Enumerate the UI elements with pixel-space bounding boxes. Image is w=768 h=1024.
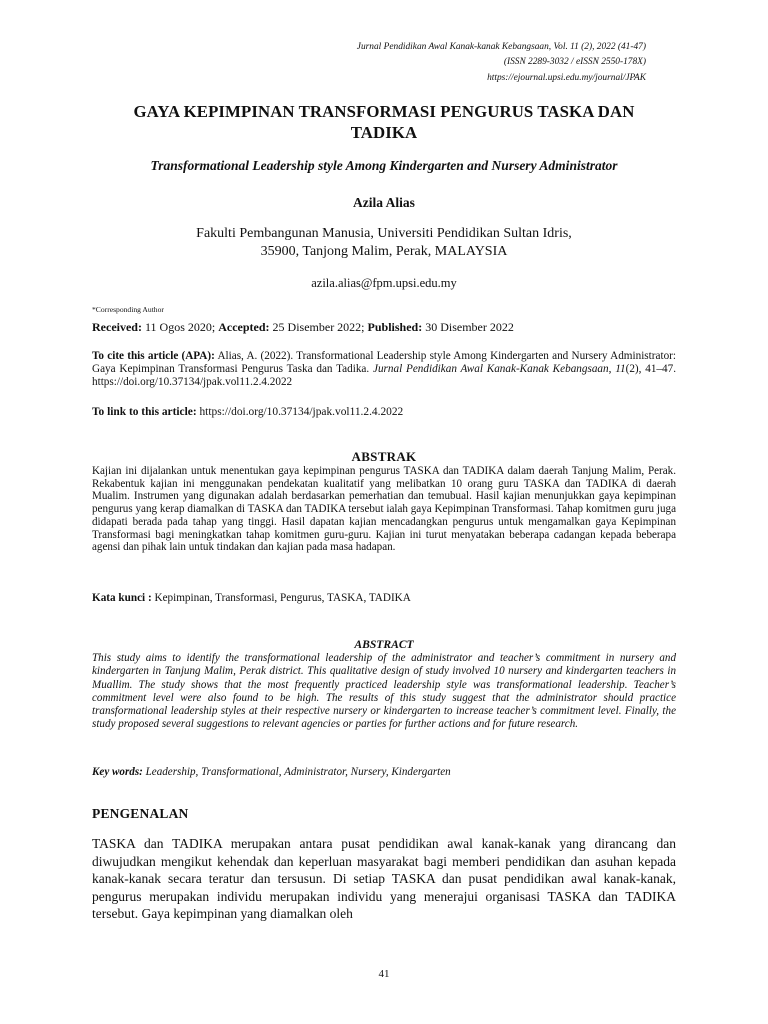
abstrak-heading: ABSTRAK <box>351 449 417 464</box>
author-email: azila.alias@fpm.upsi.edu.my <box>311 276 457 290</box>
author-affiliation <box>92 225 676 261</box>
keywords-text: Leadership, Transformational, Administrator, Nursery, Kindergarten <box>142 766 451 778</box>
accepted-label: Accepted: <box>218 320 270 334</box>
article-dates <box>92 320 676 335</box>
published-label: Published: <box>367 320 423 334</box>
corresponding-author-note: *Corresponding Author <box>92 305 164 314</box>
section-heading-pengenalan: PENGENALAN <box>92 806 189 821</box>
citation-volume: 11 <box>615 363 626 376</box>
page-number: 41 <box>378 968 390 980</box>
journal-url: https://ejournal.upsi.edu.my/journal/JPAK <box>487 72 646 83</box>
kata-kunci-text: Kepimpinan, Transformasi, Pengurus, TASKA, TADIKA <box>151 592 411 604</box>
kata-kunci <box>92 592 676 604</box>
citation-separator: , <box>608 363 616 376</box>
affiliation-line-2: 35900, Tanjong Malim, Perak, MALAYSIA <box>260 244 508 259</box>
article-link-label: To link to this article: <box>92 406 197 418</box>
citation-text: Alias, A. (2022). Transformational Leadership style Among Kindergarten and Nursery Administrator: Gaya Kepimpinan Transformasi Pengurus Taska dan Tadika. <box>92 350 676 376</box>
citation-label: To cite this article (APA): <box>92 350 215 362</box>
received-label: Received: <box>92 320 142 334</box>
citation-pages-doi: (2), 41–47. https://doi.org/10.37134/jpak.vol11.2.4.2022 <box>92 363 677 389</box>
paper-subtitle: Transformational Leadership style Among Kindergarten and Nursery Administrator <box>150 158 618 173</box>
author-name: Azila Alias <box>353 195 415 210</box>
journal-issn: (ISSN 2289-3032 / eISSN 2550-178X) <box>503 57 646 68</box>
accepted-date: 25 Disember 2022; <box>269 320 368 334</box>
abstrak-body: Kajian ini dijalankan untuk menentukan gaya kepimpinan pengurus TASKA dan TADIKA dalam daerah Tanjung Malim, Perak. Rekabentuk kajian ini menggunakan pendekatan kualitatif yang melibatkan 10 orang guru TASKA dan TADIKA di daerah Mualim. Instrumen yang digunakan adalah berdasarkan pemerhatian dan temubual. Hasil kajian menunjukkan gaya kepimpinan pengurus yang kerap diamalkan di TASKA dan TADIKA tersebut ialah gaya Kepimpinan Transformasi. Tahap komitmen guru juga didapati berada pada tahap yang tinggi. Hasil dapatan kajian mencadangkan pengurus untuk mengamalkan gaya Kepimpinan Transformasi bagi meningkatkan tahap komitmen guru-guru. Kajian ini turut menyatakan beberapa cadangan kepada beberapa agensi dan pihak lain untuk tindakan dan kajian pada masa hadapan. <box>92 465 676 554</box>
paper-title <box>92 101 676 143</box>
affiliation-line-1: Fakulti Pembangunan Manusia, Universiti Pendidikan Sultan Idris, <box>196 226 572 241</box>
journal-citation: Jurnal Pendidikan Awal Kanak-kanak Kebangsaan, Vol. 11 (2), 2022 (41-47) <box>356 42 646 52</box>
article-doi-link[interactable]: https://doi.org/10.37134/jpak.vol11.2.4.2022 <box>196 406 404 418</box>
introduction-body: TASKA dan TADIKA merupakan antara pusat pendidikan awal kanak-kanak yang dirancang dan diwujudkan mengikut kehendak dan keperluan masyarakat bagi memberi pendidikan dan asuhan kepada kanak-kanak secara teratur dan tersusun. Di setiap TASKA dan pusat pendidikan awal kanak-kanak, pengurus merupakan individu merupakan individu yang menerajui organisasi TASKA dan TADIKA tersebut. Gaya kepimpinan yang diamalkan oleh <box>92 836 676 922</box>
kata-kunci-label: Kata kunci : <box>92 592 152 604</box>
published-date: 30 Disember 2022 <box>422 320 514 334</box>
keywords-label: Key words: <box>92 766 143 778</box>
citation-journal: Jurnal Pendidikan Awal Kanak-Kanak Kebangsaan <box>372 363 609 376</box>
abstract-heading: ABSTRACT <box>354 638 414 651</box>
journal-header <box>226 40 646 86</box>
article-link-block <box>92 406 676 418</box>
paper-title-line-2: TADIKA <box>350 123 418 142</box>
abstract-body: This study aims to identify the transformational leadership of the administrator and teacher’s commitment in nursery and kindergarten in Tanjung Malim, Perak district. This qualitative design of study involved 10 nursery and kindergarten teachers in Muallim. The study shows that the most frequently practiced leadership style was transformational leadership. Teacher’s commitment level were also found to be high. The results of this study suggest that the administrator should practice transformational leadership styles at their respective nursery or kindergarten to increase teacher’s commitment level. Finally, the study proposed several suggestions to relevant agencies or parties for further actions and for future research. <box>92 652 676 731</box>
keywords <box>92 766 676 778</box>
received-date: 11 Ogos 2020; <box>141 320 219 334</box>
paper-title-line-1: GAYA KEPIMPINAN TRANSFORMASI PENGURUS TASKA DAN <box>133 102 635 121</box>
citation-block <box>92 350 676 390</box>
